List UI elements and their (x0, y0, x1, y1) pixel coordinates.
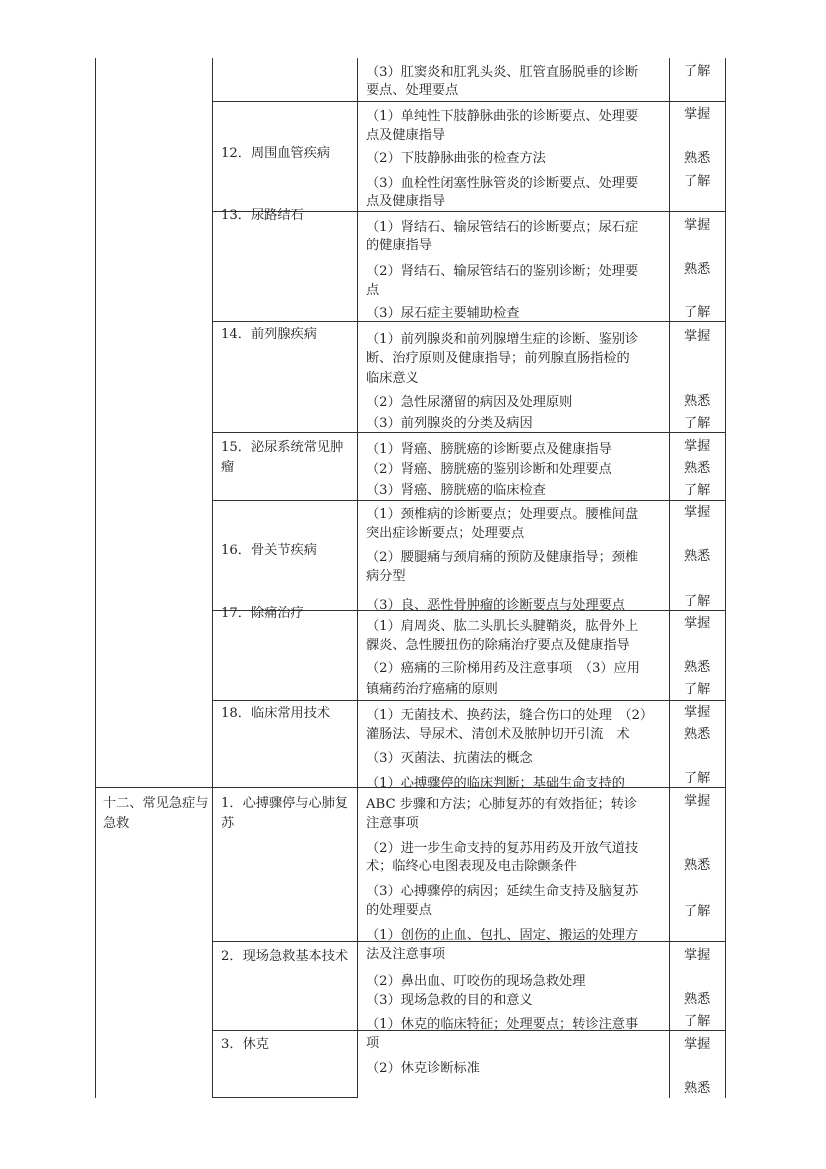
requirement-level: 掌握 (684, 948, 711, 963)
content-line: （3）现场急救的目的和意义 (366, 993, 533, 1008)
requirement-level: 掌握 (684, 329, 711, 344)
requirement-level: 熟悉 (684, 549, 711, 564)
requirement-level: 熟悉 (684, 660, 711, 675)
content-line: 镇痛药治疗癌痛的原则 (366, 682, 498, 697)
content-line: （1）休克的临床特征；处理要点；转诊注意事 (366, 1017, 639, 1032)
requirement-level: 熟悉 (684, 1081, 711, 1096)
requirement-level: 掌握 (684, 439, 711, 454)
item-title: 14．前列腺疾病 (221, 327, 317, 342)
requirement-level: 了解 (684, 416, 711, 431)
content-line: （1）心搏骤停的临床判断；基础生命支持的 (366, 776, 625, 791)
content-line: 点及健康指导 (366, 194, 446, 209)
content-line: （1）无菌技术、换药法，缝合伤口的处理 （2） (366, 708, 654, 723)
content-line: （1）前列腺炎和前列腺增生症的诊断、鉴别诊 (366, 332, 639, 347)
requirement-level: 了解 (684, 174, 711, 189)
content-line: （3）肾癌、膀胱癌的临床检查 (366, 483, 546, 498)
content-line: 突出症诊断要点；处理要点 (366, 526, 525, 541)
content-line: （3）良、恶性骨肿瘤的诊断要点与处理要点 (366, 598, 625, 613)
requirement-level: 了解 (684, 771, 711, 786)
row-border (212, 101, 725, 102)
requirement-level: 了解 (684, 305, 711, 320)
requirement-level: 了解 (684, 1014, 711, 1029)
requirement-level: 掌握 (684, 705, 711, 720)
content-line: 的处理要点 (366, 903, 432, 918)
content-line: （3）灭菌法、抗菌法的概念 (366, 751, 533, 766)
content-line: （3）心搏骤停的病因；延续生命支持及脑复苏 (366, 884, 639, 899)
requirement-level: 了解 (684, 594, 711, 609)
content-line: （1）肾癌、膀胱癌的诊断要点及健康指导 (366, 442, 612, 457)
requirement-level: 掌握 (684, 794, 711, 809)
content-line: （2）癌痛的三阶梯用药及注意事项 （3）应用 (366, 661, 640, 676)
content-line: （1）创伤的止血、包扎、固定、搬运的处理方 (366, 928, 639, 943)
requirement-level: 掌握 (684, 107, 711, 122)
requirement-level: 熟悉 (684, 992, 711, 1007)
content-line: 病分型 (366, 569, 406, 584)
item-title: 13．尿路结石 (221, 208, 304, 223)
content-line: （3）肛窦炎和肛乳头炎、肛管直肠脱垂的诊断 (366, 65, 639, 80)
content-line: 法及注意事项 (366, 947, 446, 962)
content-line: （2）肾结石、输尿管结石的鉴别诊断；处理要 (366, 264, 639, 279)
content-line: （3）前列腺炎的分类及病因 (366, 416, 533, 431)
requirement-level: 掌握 (684, 1037, 711, 1052)
content-line: 灌肠法、导尿术、清创术及脓肿切开引流 术 (366, 727, 630, 742)
item-title: 3．休克 (221, 1037, 269, 1052)
item-title: 12．周围血管疾病 (221, 146, 331, 161)
content-line: （2）休克诊断标准 (366, 1061, 480, 1076)
content-line: （1）颈椎病的诊断要点；处理要点。腰椎间盘 (366, 507, 639, 522)
requirement-level: 了解 (684, 64, 711, 79)
table-border-col3 (669, 58, 670, 1098)
requirement-level: 熟悉 (684, 151, 711, 166)
requirement-level: 了解 (684, 904, 711, 919)
content-line: （3）尿石症主要辅助检查 (366, 306, 520, 321)
requirement-level: 熟悉 (684, 262, 711, 277)
content-line: 髁炎、急性腰扭伤的除痛治疗要点及健康指导 (366, 638, 630, 653)
content-line: 临床意义 (366, 371, 419, 386)
requirement-level: 掌握 (684, 616, 711, 631)
content-line: （2）鼻出血、叮咬伤的现场急救处理 (366, 974, 586, 989)
content-line: （2）急性尿潴留的病因及处理原则 (366, 395, 573, 410)
row-border (212, 700, 725, 701)
content-line: （3）血栓性闭塞性脉管炎的诊断要点、处理要 (366, 176, 639, 191)
requirement-level: 掌握 (684, 218, 711, 233)
content-line: 要点、处理要点 (366, 83, 459, 98)
item-title: 2．现场急救基本技术 (221, 949, 349, 964)
requirement-level: 熟悉 (684, 727, 711, 742)
content-line: （2）肾癌、膀胱癌的鉴别诊断和处理要点 (366, 462, 612, 477)
content-line: （2）下肢静脉曲张的检查方法 (366, 151, 546, 166)
requirement-level: 了解 (684, 682, 711, 697)
content-line: 点及健康指导 (366, 128, 446, 143)
requirement-level: 熟悉 (684, 858, 711, 873)
requirement-level: 熟悉 (684, 461, 711, 476)
content-line: （1）肩周炎、肱二头肌长头腱鞘炎，肱骨外上 (366, 619, 639, 634)
content-line: 项 (366, 1036, 380, 1051)
content-line: （1）肾结石、输尿管结石的诊断要点；尿石症 (366, 220, 639, 235)
item-title: 15．泌尿系统常见肿瘤 (221, 440, 344, 475)
content-line: ABC 步骤和方法；心肺复苏的有效指征；转诊 (366, 797, 638, 812)
content-line: （2）腰腿痛与颈肩痛的预防及健康指导；颈椎 (366, 550, 639, 565)
content-line: 的健康指导 (366, 238, 432, 253)
content-line: （1）单纯性下肢静脉曲张的诊断要点、处理要 (366, 109, 639, 124)
table-border-col1 (212, 58, 213, 1098)
requirement-level: 了解 (684, 483, 711, 498)
unit-title: 十二、常见急症与急救 (103, 796, 209, 831)
item-title: 16．骨关节疾病 (221, 543, 317, 558)
content-line: 断、治疗原则及健康指导；前列腺直肠指检的 (366, 351, 630, 366)
requirement-level: 掌握 (684, 505, 711, 520)
content-line: 点 (366, 283, 380, 298)
requirement-level: 熟悉 (684, 394, 711, 409)
content-line: 术；临终心电图表现及电击除颤条件 (366, 859, 577, 874)
table-border-right (725, 58, 726, 1098)
content-line: （2）进一步生命支持的复苏用药及开放气道技 (366, 841, 639, 856)
content-line: 注意事项 (366, 816, 419, 831)
table-border-col2 (357, 58, 358, 1098)
table-border-left (95, 58, 96, 1098)
item-title: 18．临床常用技术 (221, 706, 331, 721)
item-title: 1．心搏骤停与心肺复苏 (221, 796, 349, 831)
item-title: 17．除痛治疗 (221, 606, 304, 621)
table-border-bottom (212, 1097, 358, 1098)
